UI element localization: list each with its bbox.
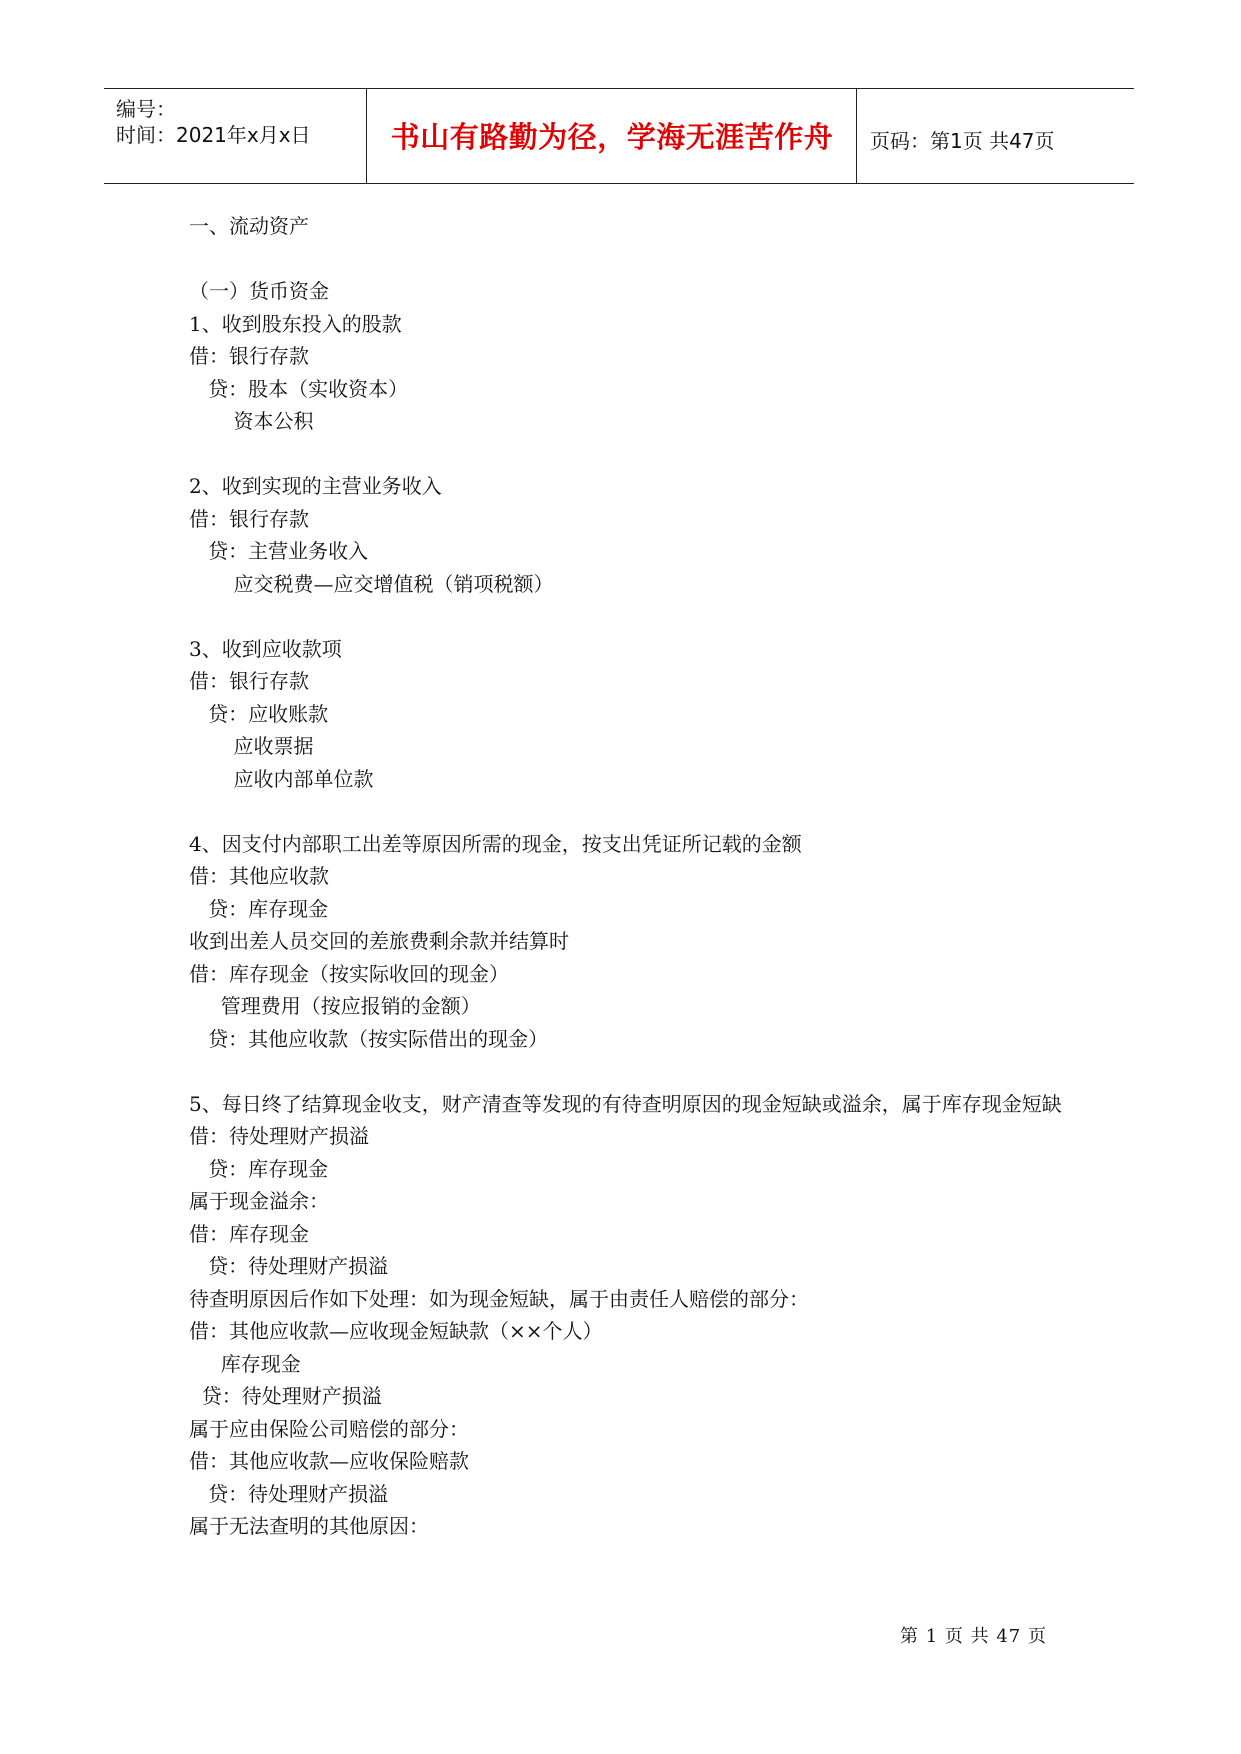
debit-line: 借：库存现金（按实际收回的现金） [189, 961, 509, 986]
serial-label: 编号： [116, 97, 176, 121]
debit-line: 借：其他应收款—应收现金短缺款（××个人） [189, 1319, 603, 1343]
document-body [189, 210, 1069, 1543]
text-line: 属于应由保险公司赔偿的部分： [189, 1416, 469, 1441]
item-heading: 2、收到实现的主营业务收入 [189, 474, 442, 498]
credit-line: 贷：待处理财产损溢 [189, 1384, 382, 1408]
credit-line: 贷：股本（实收资本） [189, 376, 409, 401]
spacer [189, 438, 1069, 471]
debit-line: 借：库存现金 [189, 1221, 309, 1246]
credit-line: 贷：待处理财产损溢 [189, 1254, 389, 1278]
credit-line: 资本公积 [189, 409, 314, 433]
section-title: 一、流动资产 [189, 214, 309, 238]
spacer [189, 600, 1069, 633]
text-line: 属于无法查明的其他原因： [189, 1514, 429, 1538]
item-heading: 4、因支付内部职工出差等原因所需的现金，按支出凭证所记载的金额 [189, 831, 802, 856]
credit-line: 贷：应收账款 [189, 701, 329, 726]
header-meta-cell [104, 89, 367, 183]
debit-line: 库存现金 [189, 1351, 301, 1376]
text-line: 待查明原因后作如下处理：如为现金短缺，属于由责任人赔偿的部分： [189, 1286, 809, 1311]
credit-line: 贷：其他应收款（按实际借出的现金） [189, 1026, 549, 1051]
header-page-cell [858, 89, 1134, 183]
header-page-info: 页码：第1页 共47页 [870, 129, 1055, 153]
credit-line: 贷：主营业务收入 [189, 539, 369, 563]
header-motto-cell [368, 89, 857, 183]
debit-line: 借：待处理财产损溢 [189, 1124, 369, 1148]
credit-line: 应收票据 [189, 734, 314, 758]
credit-line: 贷：待处理财产损溢 [189, 1481, 389, 1506]
debit-line: 借：银行存款 [189, 669, 309, 693]
text-line: 属于现金溢余： [189, 1189, 329, 1213]
item-heading: 1、收到股东投入的股款 [189, 311, 402, 336]
item-heading: 5、每日终了结算现金收支，财产清查等发现的有待查明原因的现金短缺或溢余，属于库存现金短缺 [189, 1091, 1062, 1116]
spacer [189, 795, 1069, 828]
footer-page-info: 第 1 页 共 47 页 [900, 1626, 1047, 1647]
debit-line: 管理费用（按应报销的金额） [189, 994, 481, 1018]
debit-line: 借：其他应收款 [189, 864, 329, 888]
spacer [189, 243, 1069, 276]
credit-line: 应交税费—应交增值税（销项税额） [189, 571, 554, 596]
motto-text: 书山有路勤为径，学海无涯苦作舟 [390, 120, 834, 154]
text-line: 收到出差人员交回的差旅费剩余款并结算时 [189, 929, 569, 953]
credit-line: 应收内部单位款 [189, 766, 374, 791]
item-heading: 3、收到应收款项 [189, 636, 342, 661]
sub-title: （一）货币资金 [189, 279, 329, 303]
document-header [104, 88, 1134, 184]
credit-line: 贷：库存现金 [189, 1156, 329, 1181]
debit-line: 借：银行存款 [189, 344, 309, 368]
spacer [189, 1055, 1069, 1088]
credit-line: 贷：库存现金 [189, 896, 329, 921]
debit-line: 借：其他应收款—应收保险赔款 [189, 1449, 469, 1473]
date-line: 时间：2021年x月x日 [116, 123, 311, 147]
debit-line: 借：银行存款 [189, 506, 309, 531]
